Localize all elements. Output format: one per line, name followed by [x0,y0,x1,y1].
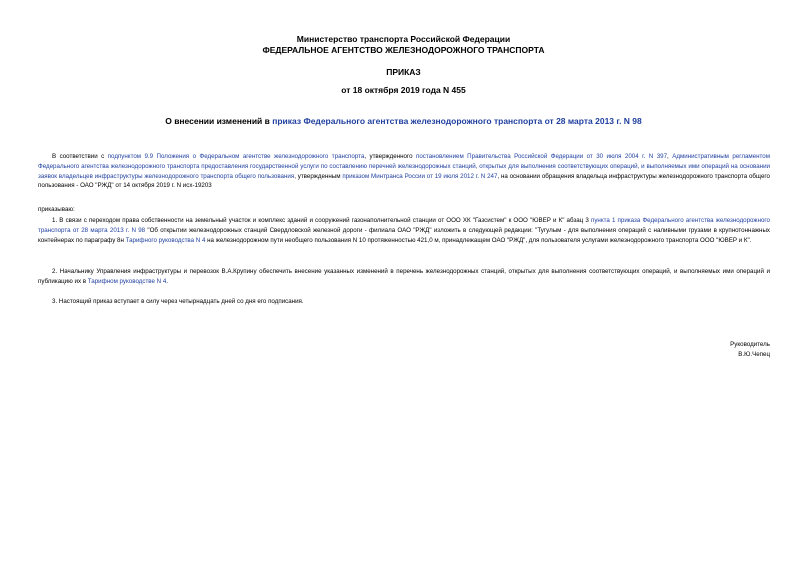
item-1-text-1: 1. В связи с переходом права собственности на земельный участок и комплекс зданий и сооружений газонаполнительной станции от ООО ХК "Газсистем" к ООО "ЮВЕР и К" абзац 3 [52,217,591,224]
agency-name: ФЕДЕРАЛЬНОЕ АГЕНТСТВО ЖЕЛЕЗНОДОРОЖНОГО ТРАНСПОРТА [262,45,545,55]
document-title [0,116,807,126]
item-1-text-2: "Об открытии железнодорожных станций Свердловской железной дороги - филиала ОАО "РЖД" изложить в следующей редакции: "Тугулым - для выполнения операций с наливными грузами в крупнотоннажных контейнерах по параграфу 8н [38,226,770,244]
preamble-paragraph [38,152,770,191]
item-1-text-3: на железнодорожном пути необщего пользования N 10 протяженностью 421,0 м, принадлежащем ОАО "РЖД", для пользователя услугами железнодорожного транспорта ООО "ЮВЕР и К". [205,236,752,244]
link-regulation-subclause[interactable]: подпунктом 9.9 Положения о Федеральном агентстве железнодорожного транспорта [107,153,365,160]
order-word: приказываю: [38,206,75,213]
title-link[interactable]: приказ Федерального агентства железнодорожного транспорта от 28 марта 2013 г. N 98 [272,116,642,126]
title-prefix: О внесении изменений в [165,116,273,126]
item-2-paragraph [38,267,770,287]
item-1-paragraph [38,216,770,245]
order-word-block [38,205,770,215]
preamble-text-1: В соответствии с [52,153,108,160]
preamble [38,152,770,191]
item-2-text-2: . [166,277,169,285]
preamble-text-3: , [667,153,673,160]
item-2 [38,267,770,287]
link-tariff-guide-4[interactable]: Тарифного руководства N 4 [125,236,206,244]
item-1 [38,216,770,245]
item-2-text-1: 2. Начальнику Управления инфраструктуры и перевозок В.А.Крупину обеспечить внесение указанных изменений в перечень железнодорожных станций, открытых для выполнения соответствующих операций, и выполняемых ими операций и публикацию их в [38,268,770,285]
ministry-name: Министерство транспорта Российской Федерации [296,34,511,44]
item-3-paragraph: 3. Настоящий приказ вступает в силу через четырнадцать дней со дня его подписания. [52,298,304,305]
signature-name: В.Ю.Чепец [738,351,770,358]
preamble-text-2: , утвержденного [364,153,417,160]
link-order-98-clause-1[interactable]: пункта 1 приказа Федерального агентства железнодорожного транспорта от 28 марта 2013 г. N 98 [38,217,770,234]
document-type: ПРИКАЗ [386,67,421,77]
preamble-text-5: , на основании обращения владельца инфраструктуры железнодорожного транспорта общего пользования - ОАО "РЖД" от 14 октября 2019 г. N исх-19203 [38,172,770,190]
signature-position: Руководитель [730,341,770,348]
item-3 [38,297,770,307]
link-government-decree[interactable]: постановлением Правительства Российской Федерации от 30 июля 2004 г. N 397 [416,153,668,160]
link-tariff-guide-4-publication[interactable]: Тарифном руководстве N 4 [87,277,167,285]
preamble-text-4: , утвержденным [294,172,343,180]
link-administrative-regulation[interactable]: Административным регламентом Федерального агентства железнодорожного транспорта предоставления государственной услуги по составлению перечней железнодорожных станций, открытых для выполнения соответствующих операций, и выполняемых ими операций на основании заявок владельцев инфраструктуры железнодорожного транспорта общего пользования [38,153,771,180]
link-mintrans-order[interactable]: приказом Минтранса России от 19 июля 2012 г. N 247 [342,172,498,180]
signature-block [730,340,770,360]
document-date-number: от 18 октября 2019 года N 455 [341,85,466,95]
